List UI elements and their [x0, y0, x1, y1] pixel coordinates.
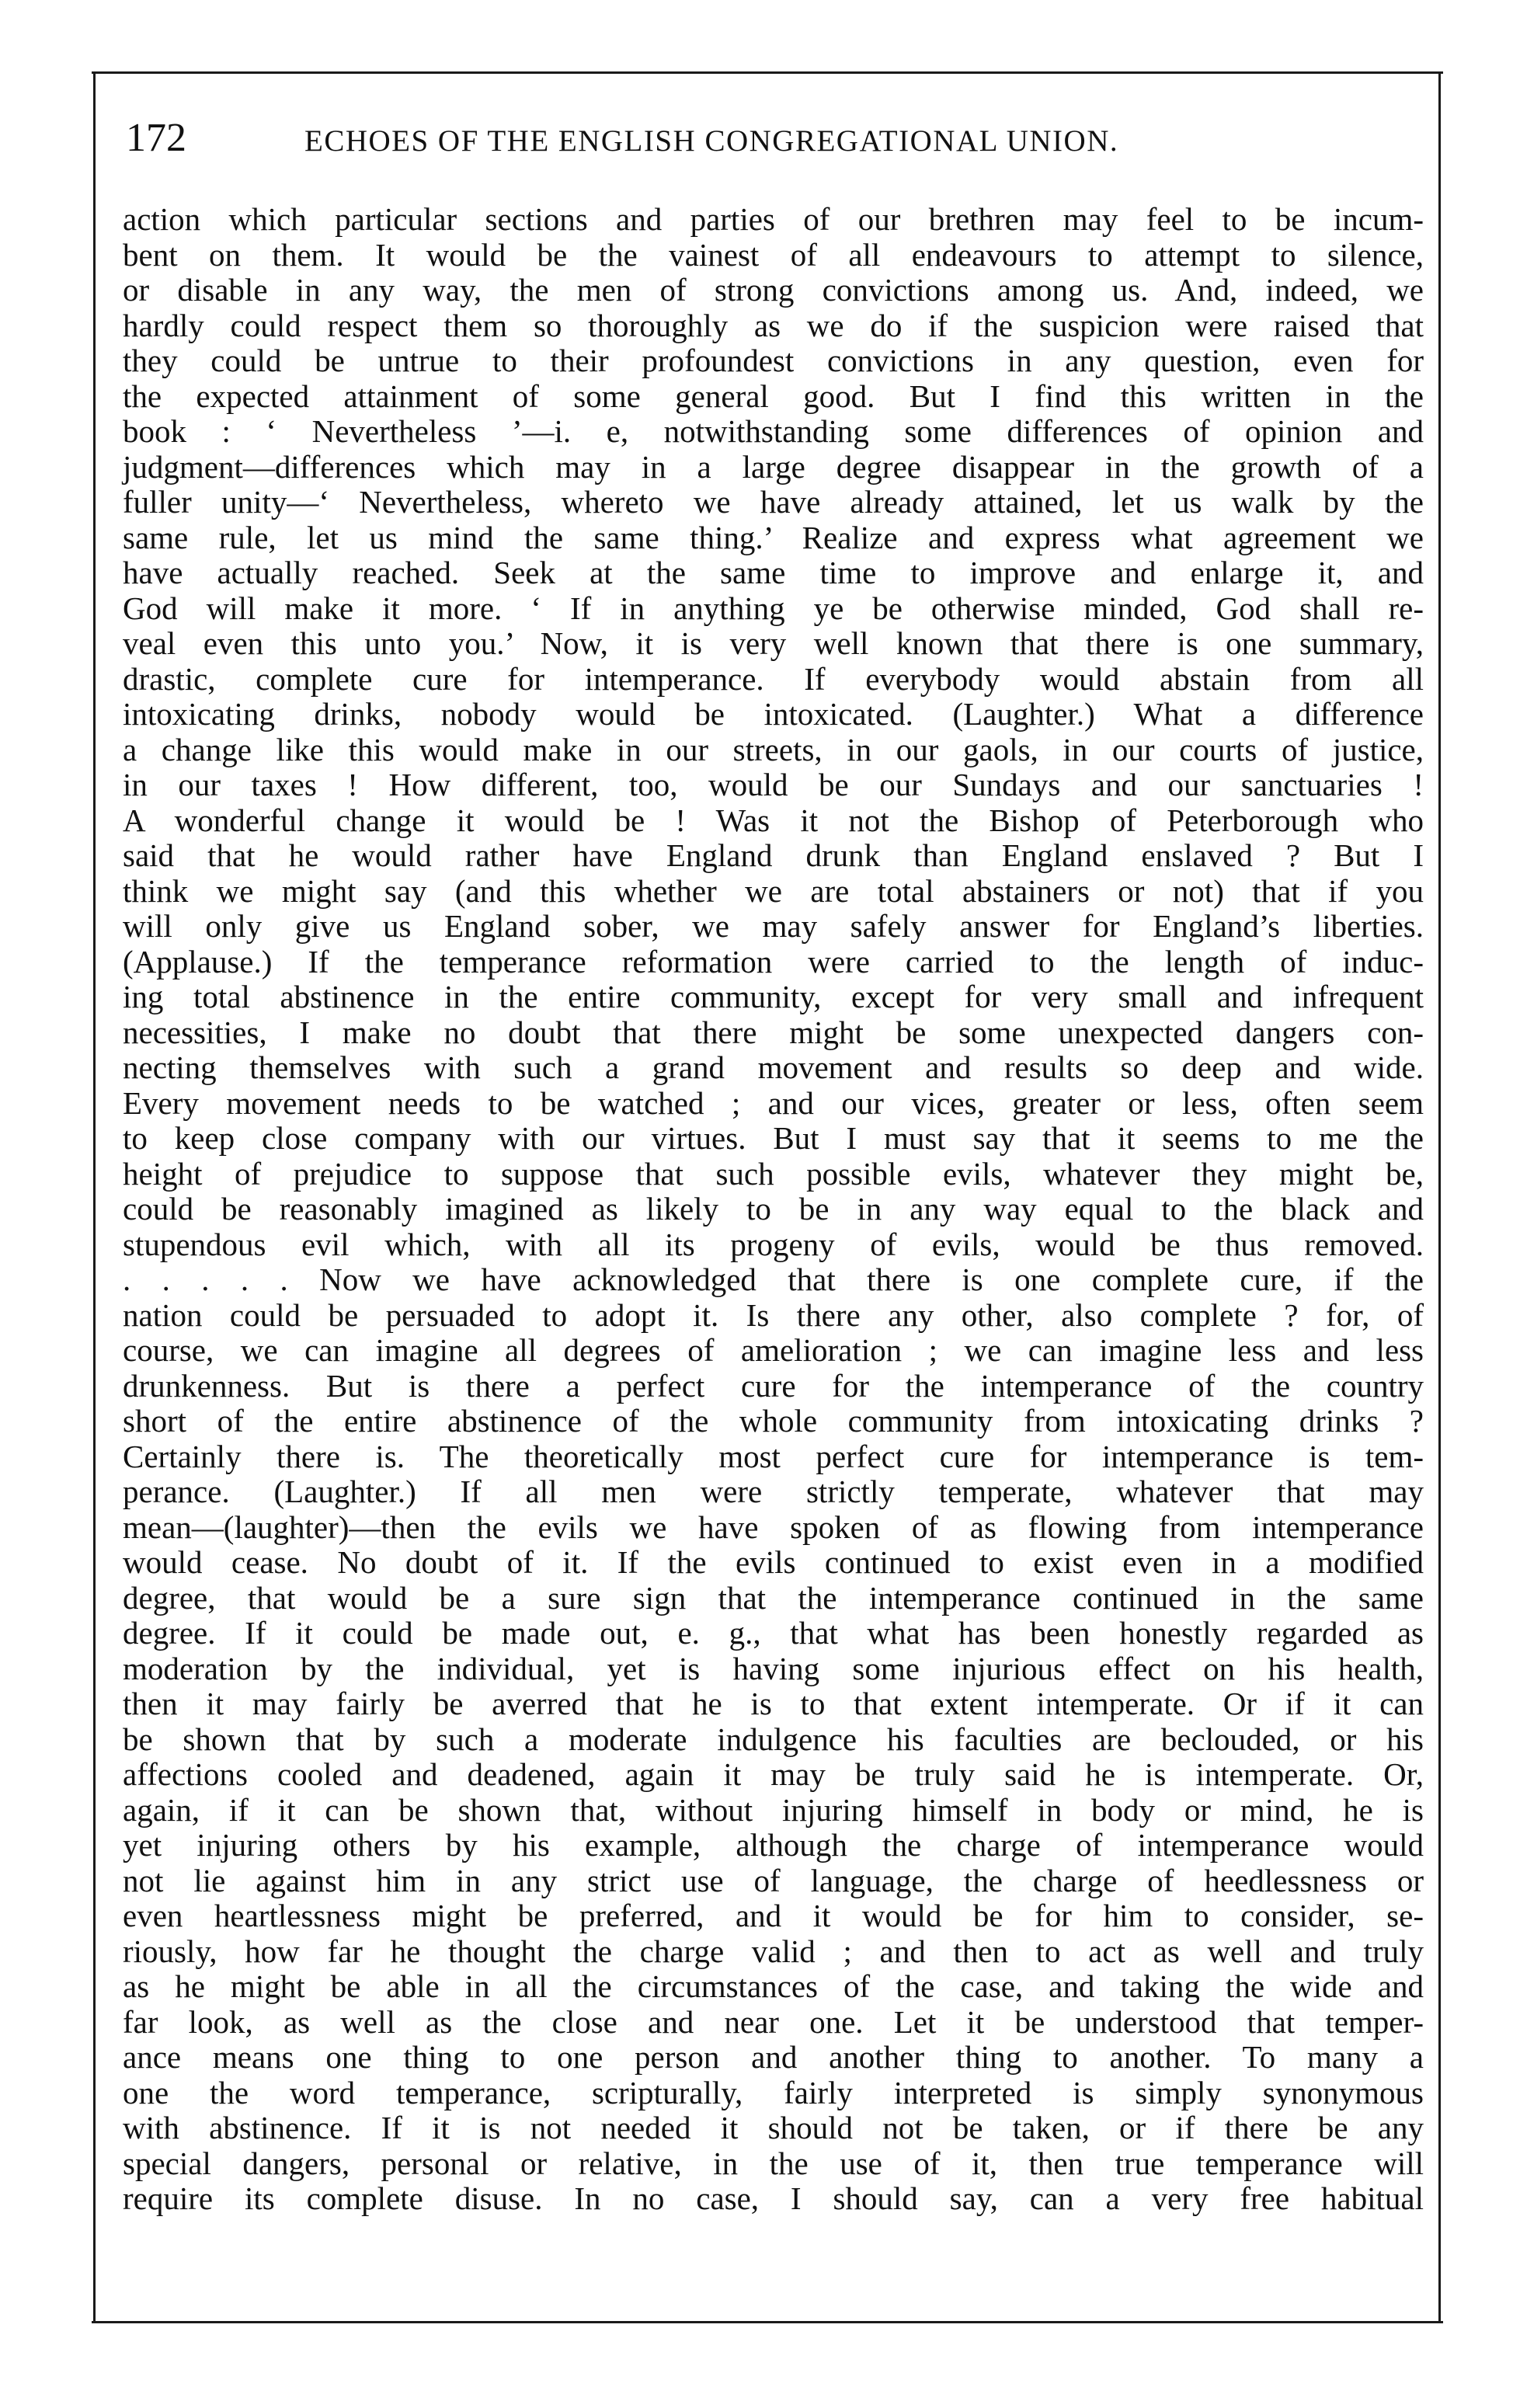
text-line: riously, how far he thought the charge valid ; and then to act as well and truly — [123, 1933, 1424, 1969]
text-line: drastic, complete cure for intemperance. If everybody would abstain from all — [123, 660, 1424, 697]
text-line: necting themselves with such a grand movement and results so deep and wide. — [123, 1049, 1424, 1085]
text-line: course, we can imagine all degrees of amelioration ; we can imagine less and less — [123, 1332, 1424, 1368]
text-line: height of prejudice to suppose that such possible evils, whatever they might be, — [123, 1155, 1424, 1192]
text-line: affections cooled and deadened, again it may be truly said he is intemperate. Or, — [123, 1756, 1424, 1792]
text-line: intoxicating drinks, nobody would be intoxicated. (Laughter.) What a difference — [123, 696, 1424, 732]
text-line: perance. (Laughter.) If all men were strictly temperate, whatever that may — [123, 1474, 1424, 1509]
text-line: be shown that by such a moderate indulgence his faculties are beclouded, or his — [123, 1721, 1424, 1757]
top-border-rule — [92, 71, 1443, 74]
text-line: nation could be persuaded to adopt it. Is there any other, also complete ? for, of — [123, 1296, 1424, 1333]
text-line: God will make it more. ‘ If in anything ye be otherwise minded, God shall re- — [123, 590, 1424, 626]
text-line: hardly could respect them so thoroughly as we do if the suspicion were raised that — [123, 307, 1424, 343]
text-line: require its complete disuse. In no case, I should say, can a very free habitual — [123, 2180, 1424, 2216]
text-line: a change like this would make in our streets, in our gaols, in our courts of justice, — [123, 731, 1424, 767]
text-line: again, if it can be shown that, without injuring himself in body or mind, he is — [123, 1791, 1424, 1828]
text-line: said that he would rather have England drunk than England enslaved ? But I — [123, 837, 1424, 873]
text-line: veal even this unto you.’ Now, it is very well known that there is one summary, — [123, 625, 1424, 661]
text-line: judgment—differences which may in a large degree disappear in the growth of a — [123, 448, 1424, 485]
text-line: necessities, I make no doubt that there might be some unexpected dangers con- — [123, 1014, 1424, 1050]
body-text — [123, 202, 1424, 2217]
text-line: with abstinence. If it is not needed it should not be taken, or if there be any — [123, 2110, 1424, 2145]
text-line: Certainly there is. The theoretically most perfect cure for intemperance is tem- — [123, 1438, 1424, 1474]
text-line: even heartlessness might be preferred, and it would be for him to consider, se- — [123, 1898, 1424, 1933]
text-line: moderation by the individual, yet is having some injurious effect on his health, — [123, 1650, 1424, 1686]
page-number: 172 — [126, 116, 186, 160]
bottom-border-rule — [92, 2321, 1443, 2323]
text-line: in our taxes ! How different, too, would be our Sundays and our sanctuaries ! — [123, 767, 1424, 802]
text-line: the expected attainment of some general good. But I find this written in the — [123, 378, 1424, 414]
text-line: mean—(laughter)—then the evils we have spoken of as flowing from intemperance — [123, 1508, 1424, 1545]
text-line: same rule, let us mind the same thing.’ Realize and express what agreement we — [123, 519, 1424, 555]
text-line: bent on them. It would be the vainest of all endeavours to attempt to silence, — [123, 236, 1424, 273]
text-line: degree, that would be a sure sign that the intemperance continued in the same — [123, 1579, 1424, 1616]
text-line: A wonderful change it would be ! Was it not the Bishop of Peterborough who — [123, 802, 1424, 838]
text-line: to keep close company with our virtues. But I must say that it seems to me the — [123, 1120, 1424, 1156]
page-header — [126, 115, 1431, 169]
text-line: yet injuring others by his example, although the charge of intemperance would — [123, 1827, 1424, 1863]
running-title: ECHOES OF THE ENGLISH CONGREGATIONAL UNION. — [304, 124, 1119, 158]
text-line: not lie against him in any strict use of language, the charge of heedlessness or — [123, 1862, 1424, 1898]
text-line: book : ‘ Nevertheless ’—i. e, notwithstanding some differences of opinion and — [123, 413, 1424, 449]
right-border-rule — [1438, 71, 1441, 2321]
text-line: far look, as well as the close and near one. Let it be understood that temper- — [123, 2003, 1424, 2040]
text-line: special dangers, personal or relative, in the use of it, then true temperance will — [123, 2145, 1424, 2181]
text-line: as he might be able in all the circumstances of the case, and taking the wide and — [123, 1968, 1424, 2004]
text-line: would cease. No doubt of it. If the evils continued to exist even in a modified — [123, 1544, 1424, 1580]
text-line: one the word temperance, scripturally, fairly interpreted is simply synonymous — [123, 2074, 1424, 2110]
text-line: could be reasonably imagined as likely to be in any way equal to the black and — [123, 1191, 1424, 1227]
left-border-rule — [93, 71, 96, 2321]
text-line: stupendous evil which, with all its progeny of evils, would be thus removed. — [123, 1226, 1424, 1262]
text-line: ance means one thing to one person and another thing to another. To many a — [123, 2039, 1424, 2075]
text-line: ing total abstinence in the entire community, except for very small and infrequent — [123, 979, 1424, 1014]
text-line: . . . . . Now we have acknowledged that there is one complete cure, if the — [123, 1261, 1424, 1297]
text-line: fuller unity—‘ Nevertheless, whereto we have already attained, let us walk by the — [123, 484, 1424, 520]
text-line: Every movement needs to be watched ; and our vices, greater or less, often seem — [123, 1084, 1424, 1121]
text-line: then it may fairly be averred that he is to that extent intemperate. Or if it can — [123, 1686, 1424, 1721]
text-line: action which particular sections and parties of our brethren may feel to be incum- — [123, 201, 1424, 237]
text-line: have actually reached. Seek at the same time to improve and enlarge it, and — [123, 555, 1424, 590]
text-line: they could be untrue to their profoundest convictions in any question, even for — [123, 343, 1424, 378]
text-line: short of the entire abstinence of the whole community from intoxicating drinks ? — [123, 1403, 1424, 1439]
text-line: think we might say (and this whether we are total abstainers or not) that if you — [123, 872, 1424, 909]
text-line: (Applause.) If the temperance reformation were carried to the length of induc- — [123, 943, 1424, 980]
text-line: drunkenness. But is there a perfect cure for the intemperance of the country — [123, 1367, 1424, 1404]
text-line: degree. If it could be made out, e. g., that what has been honestly regarded as — [123, 1615, 1424, 1651]
text-line: or disable in any way, the men of strong convictions among us. And, indeed, we — [123, 272, 1424, 308]
text-line: will only give us England sober, we may safely answer for England’s liberties. — [123, 908, 1424, 944]
